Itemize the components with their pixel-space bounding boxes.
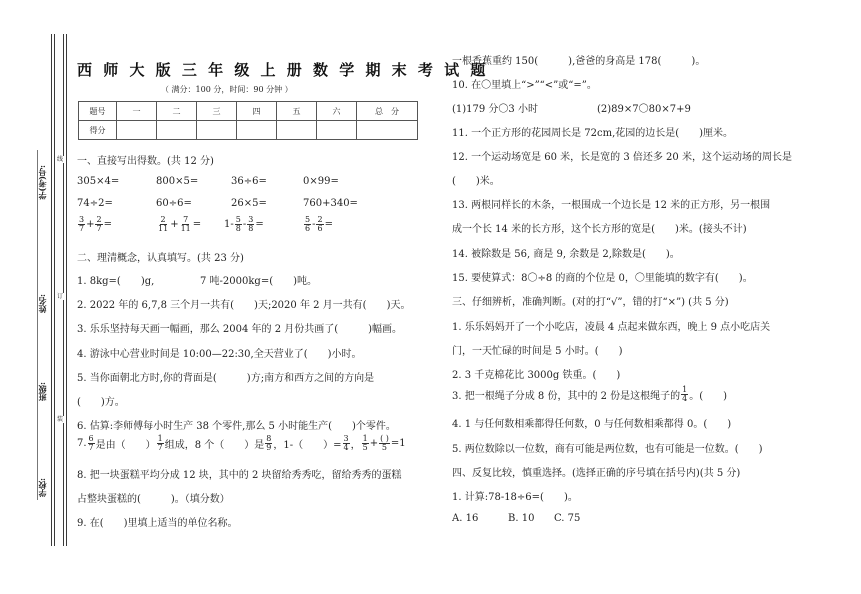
question-2-7: 7. $\frac{6}{7}$ 是由（ ） $\frac{1}{7}$ 组成，8 个（ ）是 $\frac{8}{9}$ ，1-（ ）= $\frac{3}{4}$ ， $\frac{1}{5}$ + $\frac{( )}{5}$ =1: [77, 434, 406, 452]
score-header-cell: 五: [277, 102, 317, 121]
question-2-10: 10. 在〇里填上“>”“<”或“=”。: [452, 80, 597, 91]
score-header-cell: 一: [117, 102, 157, 121]
class-label: 班级:: [37, 382, 47, 401]
fraction: $\frac{1}{5}$: [362, 434, 368, 452]
fraction: $\frac{2}{6}$: [317, 215, 323, 233]
question-2-2: 2. 2022 年的 6,7,8 三个月一共有( )天;2020 年 2 月一共有( )天。: [77, 300, 411, 311]
fraction: $\frac{5}{8}$: [235, 215, 241, 233]
fraction: $\frac{7}{11}$: [180, 215, 191, 233]
score-input-cell[interactable]: [277, 121, 317, 140]
calc-item: 60÷6=: [156, 198, 192, 209]
fraction: $\frac{2}{11}$: [158, 215, 169, 233]
fraction-calc-item: 1- $\frac{5}{8}$ - $\frac{3}{8}$ =: [224, 215, 264, 233]
calc-item: 305×4=: [77, 176, 120, 187]
fraction: $\frac{3}{4}$: [343, 434, 349, 452]
score-input-cell[interactable]: [197, 121, 237, 140]
question-2-12a: 12. 一个运动场宽是 60 米，长是宽的 3 倍还多 20 米，这个运动场的周长是: [452, 152, 792, 163]
section2-heading: 二、理清概念，认真填写。(共 23 分): [77, 253, 244, 264]
score-input-cell[interactable]: [117, 121, 157, 140]
question-2-5b: ( )方。: [77, 397, 125, 408]
question-2-9: 9. 在( )里填上适当的单位名称。: [77, 518, 238, 529]
score-table-score-row: [79, 121, 418, 140]
question-3-1b: 门，一天忙碌的时间是 5 小时。( ): [452, 346, 623, 357]
question-2-13b: 成一个长 14 米的长方形，这个长方形的宽是( )米。(接头不计): [452, 224, 747, 235]
calc-item: 800×5=: [156, 176, 199, 187]
question-3-5: 5. 两位数除以一位数，商有可能是两位数，也有可能是一位数。( ): [452, 444, 763, 455]
question-4-1: 1. 计算:78-18÷6=( )。: [452, 492, 578, 503]
student-id-label: 学(考)号:: [37, 165, 47, 200]
score-header-cell: 题号: [79, 102, 117, 121]
exam-note: （ 满分：100 分，时间：90 分钟 ）: [161, 85, 293, 94]
question-2-5a: 5. 当你面朝北方时,你的背面是( )方;南方和西方之间的方向是: [77, 373, 375, 384]
score-header-cell: 二: [157, 102, 197, 121]
question-2-8b: 占整块蛋糕的( )。（填分数）: [77, 494, 230, 505]
calc-item: 26×5=: [231, 198, 267, 209]
score-header-cell: 三: [197, 102, 237, 121]
option-b: B. 10: [508, 513, 535, 524]
fraction: $\frac{( )}{5}$: [380, 434, 389, 452]
score-input-cell[interactable]: [357, 121, 418, 140]
calc-item: 0×99=: [303, 176, 339, 187]
question-2-8a: 8. 把一块蛋糕平均分成 12 块，其中的 2 块留给秀秀吃，留给秀秀的蛋糕: [77, 470, 402, 481]
fraction-calc-item: $\frac{3}{7}$ + $\frac{2}{7}$ =: [79, 215, 112, 233]
binding-line: [37, 150, 38, 500]
fraction: $\frac{1}{4}$: [682, 385, 688, 403]
page-title: 西 师 大 版 三 年 级 上 册 数 学 期 末 考 试 题: [77, 61, 489, 79]
score-table: [78, 101, 418, 140]
question-2-4: 4. 游泳中心营业时间是 10:00—22:30,全天营业了( )小时。: [77, 349, 362, 360]
question-2-6: 6. 估算:李师傅每小时生产 38 个零件,那么 5 小时能生产( )个零件。: [77, 421, 396, 432]
question-3-4: 4. 1 与任何数相乘都得任何数，0 与任何数相乘都得 0。( ): [452, 419, 732, 430]
question-2-1b: 7 吨-2000kg=( )吨。: [200, 276, 318, 287]
fraction: $\frac{3}{7}$: [79, 215, 85, 233]
question-2-12b: ( )米。: [452, 176, 500, 187]
score-row-label: 得分: [79, 121, 117, 140]
question-3-2: 2. 3 千克棉花比 3000g 铁重。( ): [452, 370, 621, 381]
section3-heading: 三、仔细辨析，准确判断。(对的打“√”，错的打“×”) (共 5 分): [452, 297, 729, 308]
name-label: 姓名:: [37, 294, 47, 313]
score-input-cell[interactable]: [157, 121, 197, 140]
score-header-cell: 总 分: [357, 102, 418, 121]
fraction-calc-item: $\frac{5}{6}$ - $\frac{2}{6}$ =: [305, 215, 333, 233]
question-2-10-part1: (1)179 分〇3 小时: [452, 104, 538, 115]
question-2-3: 3. 乐乐坚持每天画一幅画，那么 2004 年的 2 月份共画了( )幅画。: [77, 324, 403, 335]
fraction: $\frac{1}{7}$: [157, 434, 163, 452]
fraction: $\frac{3}{8}$: [248, 215, 254, 233]
section1-heading: 一、直接写出得数。(共 12 分): [77, 156, 214, 167]
calc-item: 74÷2=: [77, 198, 113, 209]
question-3-3: 3. 把一根绳子分成 8 份，其中的 2 份是这根绳子的 $\frac{1}{4}$ 。( ): [452, 385, 728, 403]
question-2-13a: 13. 两根同样长的木条，一根围成一个边长是 12 米的正方形，另一根围: [452, 200, 771, 211]
binding-strip-center: [56, 34, 62, 546]
fraction: $\frac{8}{9}$: [266, 434, 272, 452]
school-label: 学校:: [37, 478, 47, 497]
fraction: $\frac{6}{7}$: [88, 434, 94, 452]
score-table-header-row: [79, 102, 418, 121]
calc-item: 760+340=: [303, 198, 358, 209]
question-2-11: 11. 一个正方形的花园周长是 72cm,花园的边长是( )厘米。: [452, 128, 734, 139]
option-a: A. 16: [452, 513, 479, 524]
question-2-14: 14. 被除数是 56, 商是 9, 余数是 2,除数是( )。: [452, 249, 680, 260]
question-2-9b: 一根香蕉重约 150( ),爸爸的身高是 178( )。: [452, 56, 706, 67]
option-c: C. 75: [554, 513, 581, 524]
calc-item: 36÷6=: [231, 176, 267, 187]
section4-heading: 四、反复比较，慎重选择。(选择正确的序号填在括号内)(共 5 分): [452, 468, 741, 479]
fraction: $\frac{2}{7}$: [96, 215, 102, 233]
question-2-1a: 1. 8kg=( )g,: [77, 276, 155, 287]
score-input-cell[interactable]: [237, 121, 277, 140]
question-2-10-part2: (2)89×7〇80×7+9: [597, 104, 691, 115]
fraction-calc-item: $\frac{2}{11}$ + $\frac{7}{11}$ =: [158, 215, 202, 233]
score-header-cell: 六: [317, 102, 357, 121]
strip-mark-bind: 订: [56, 293, 63, 300]
question-3-1a: 1. 乐乐妈妈开了一个小吃店，凌晨 4 点起来做东西，晚上 9 点小吃店关: [452, 322, 771, 333]
fraction: $\frac{5}{6}$: [305, 215, 311, 233]
score-header-cell: 四: [237, 102, 277, 121]
score-input-cell[interactable]: [317, 121, 357, 140]
strip-mark-line: 线: [56, 156, 63, 163]
question-2-15: 15. 要使算式：8〇÷8 的商的个位是 0，〇里能填的数字有( )。: [452, 273, 753, 284]
strip-mark-staple: 装: [56, 416, 63, 423]
